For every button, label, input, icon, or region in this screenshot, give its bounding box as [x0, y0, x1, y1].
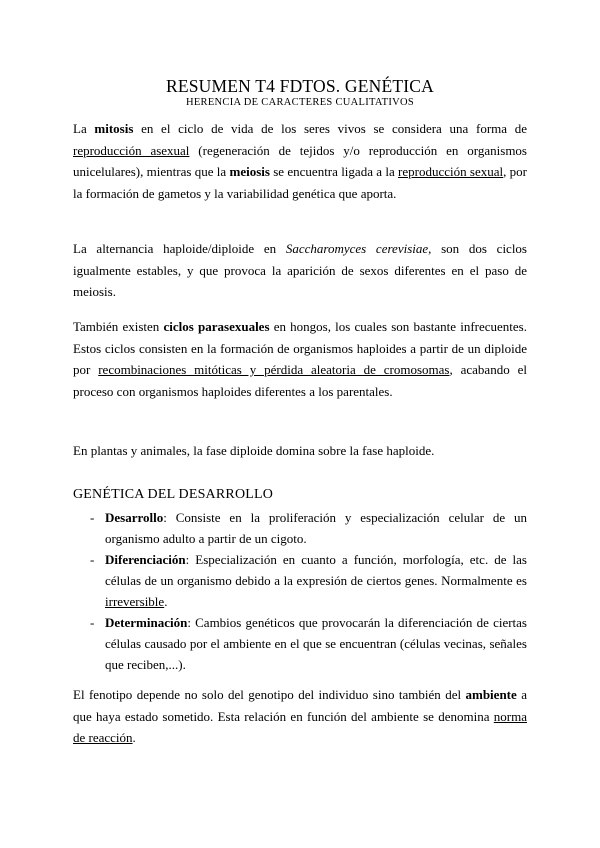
list-item-desarrollo	[73, 507, 527, 549]
term-reproduccion-sexual: reproducción sexual	[398, 164, 504, 179]
list-dash: -	[90, 552, 95, 567]
term-norma-de-reaccion: norma de reacción	[73, 708, 527, 745]
text-run: : Consiste en la proliferación y especialización celular de un organismo adulto a partir de un cigoto.	[105, 510, 527, 546]
text-run: .	[132, 730, 136, 745]
list-dash: -	[90, 510, 95, 525]
term-diferenciacion: Diferenciación	[105, 552, 186, 567]
paragraph-parasexual	[73, 316, 527, 402]
text-run: En plantas y animales, la fase diploide domina sobre la fase haploide.	[73, 443, 435, 458]
text-run: , por la formación de gametos y la variabilidad genética que aporta.	[73, 164, 527, 201]
text-run: : Especialización en cuanto a función, morfología, etc. de las células de un organismo debido a la expresión de ciertos genes. Normalmente es	[105, 552, 527, 588]
document-title: RESUMEN T4 FDTOS. GENÉTICA	[165, 76, 435, 96]
term-desarrollo: Desarrollo	[105, 510, 164, 525]
text-run: : Cambios genéticos que provocarán la diferenciación de ciertas células causado por el ambiente en el que se encuentran (células vecinas, señales que reciben,...).	[105, 615, 527, 672]
list-item-determinacion	[73, 612, 527, 675]
text-run: También existen	[73, 319, 164, 334]
text-run: .	[164, 594, 168, 609]
species-name: Saccharomyces cerevisiae	[285, 241, 429, 256]
term-irreversible: irreversible	[105, 594, 165, 609]
text-run: , son dos ciclos igualmente estables, y que provoca la aparición de sexos diferentes en el paso de meiosis.	[73, 241, 527, 299]
paragraph-plantas-animales	[73, 440, 527, 462]
text-run: (regeneración de tejidos y/o reproducción en organismos unicelulares), mientras que la	[73, 142, 527, 179]
term-determinacion: Determinación	[105, 615, 188, 630]
list-item-diferenciacion	[73, 549, 527, 612]
text-run: a que haya estado sometido. Esta relación en función del ambiente se denomina	[73, 687, 527, 724]
term-meiosis: meiosis	[229, 164, 270, 179]
paragraph-mitosis-meiosis	[73, 118, 527, 204]
section-heading: GENÉTICA DEL DESARROLLO	[73, 487, 274, 502]
term-recombinaciones: recombinaciones mitóticas y pérdida aleatoria de cromosomas	[98, 362, 450, 377]
text-run: se encuentra ligada a la	[269, 164, 399, 179]
list-dash: -	[90, 615, 95, 630]
paragraph-fenotipo	[73, 684, 527, 749]
text-run: El fenotipo depende no solo del genotipo del individuo sino también del	[73, 687, 466, 702]
text-run: La alternancia haploide/diploide en	[73, 241, 286, 256]
paragraph-saccharomyces	[73, 238, 527, 303]
text-run: La	[73, 121, 95, 136]
term-ambiente: ambiente	[465, 687, 517, 702]
term-mitosis: mitosis	[94, 121, 134, 136]
text-run: en el ciclo de vida de los seres vivos se considera una forma de	[133, 121, 527, 136]
text-run: , acabando el proceso con organismos haploides diferentes a los parentales.	[73, 362, 527, 399]
term-ciclos-parasexuales: ciclos parasexuales	[163, 319, 270, 334]
text-run: en hongos, los cuales son bastante infrecuentes. Estos ciclos consisten en la formación de organismos haploides a partir de un diploide por	[73, 319, 527, 377]
document-subtitle: HERENCIA DE CARACTERES CUALITATIVOS	[185, 97, 415, 108]
term-reproduccion-asexual: reproducción asexual	[73, 142, 190, 158]
definitions-list	[73, 507, 527, 675]
